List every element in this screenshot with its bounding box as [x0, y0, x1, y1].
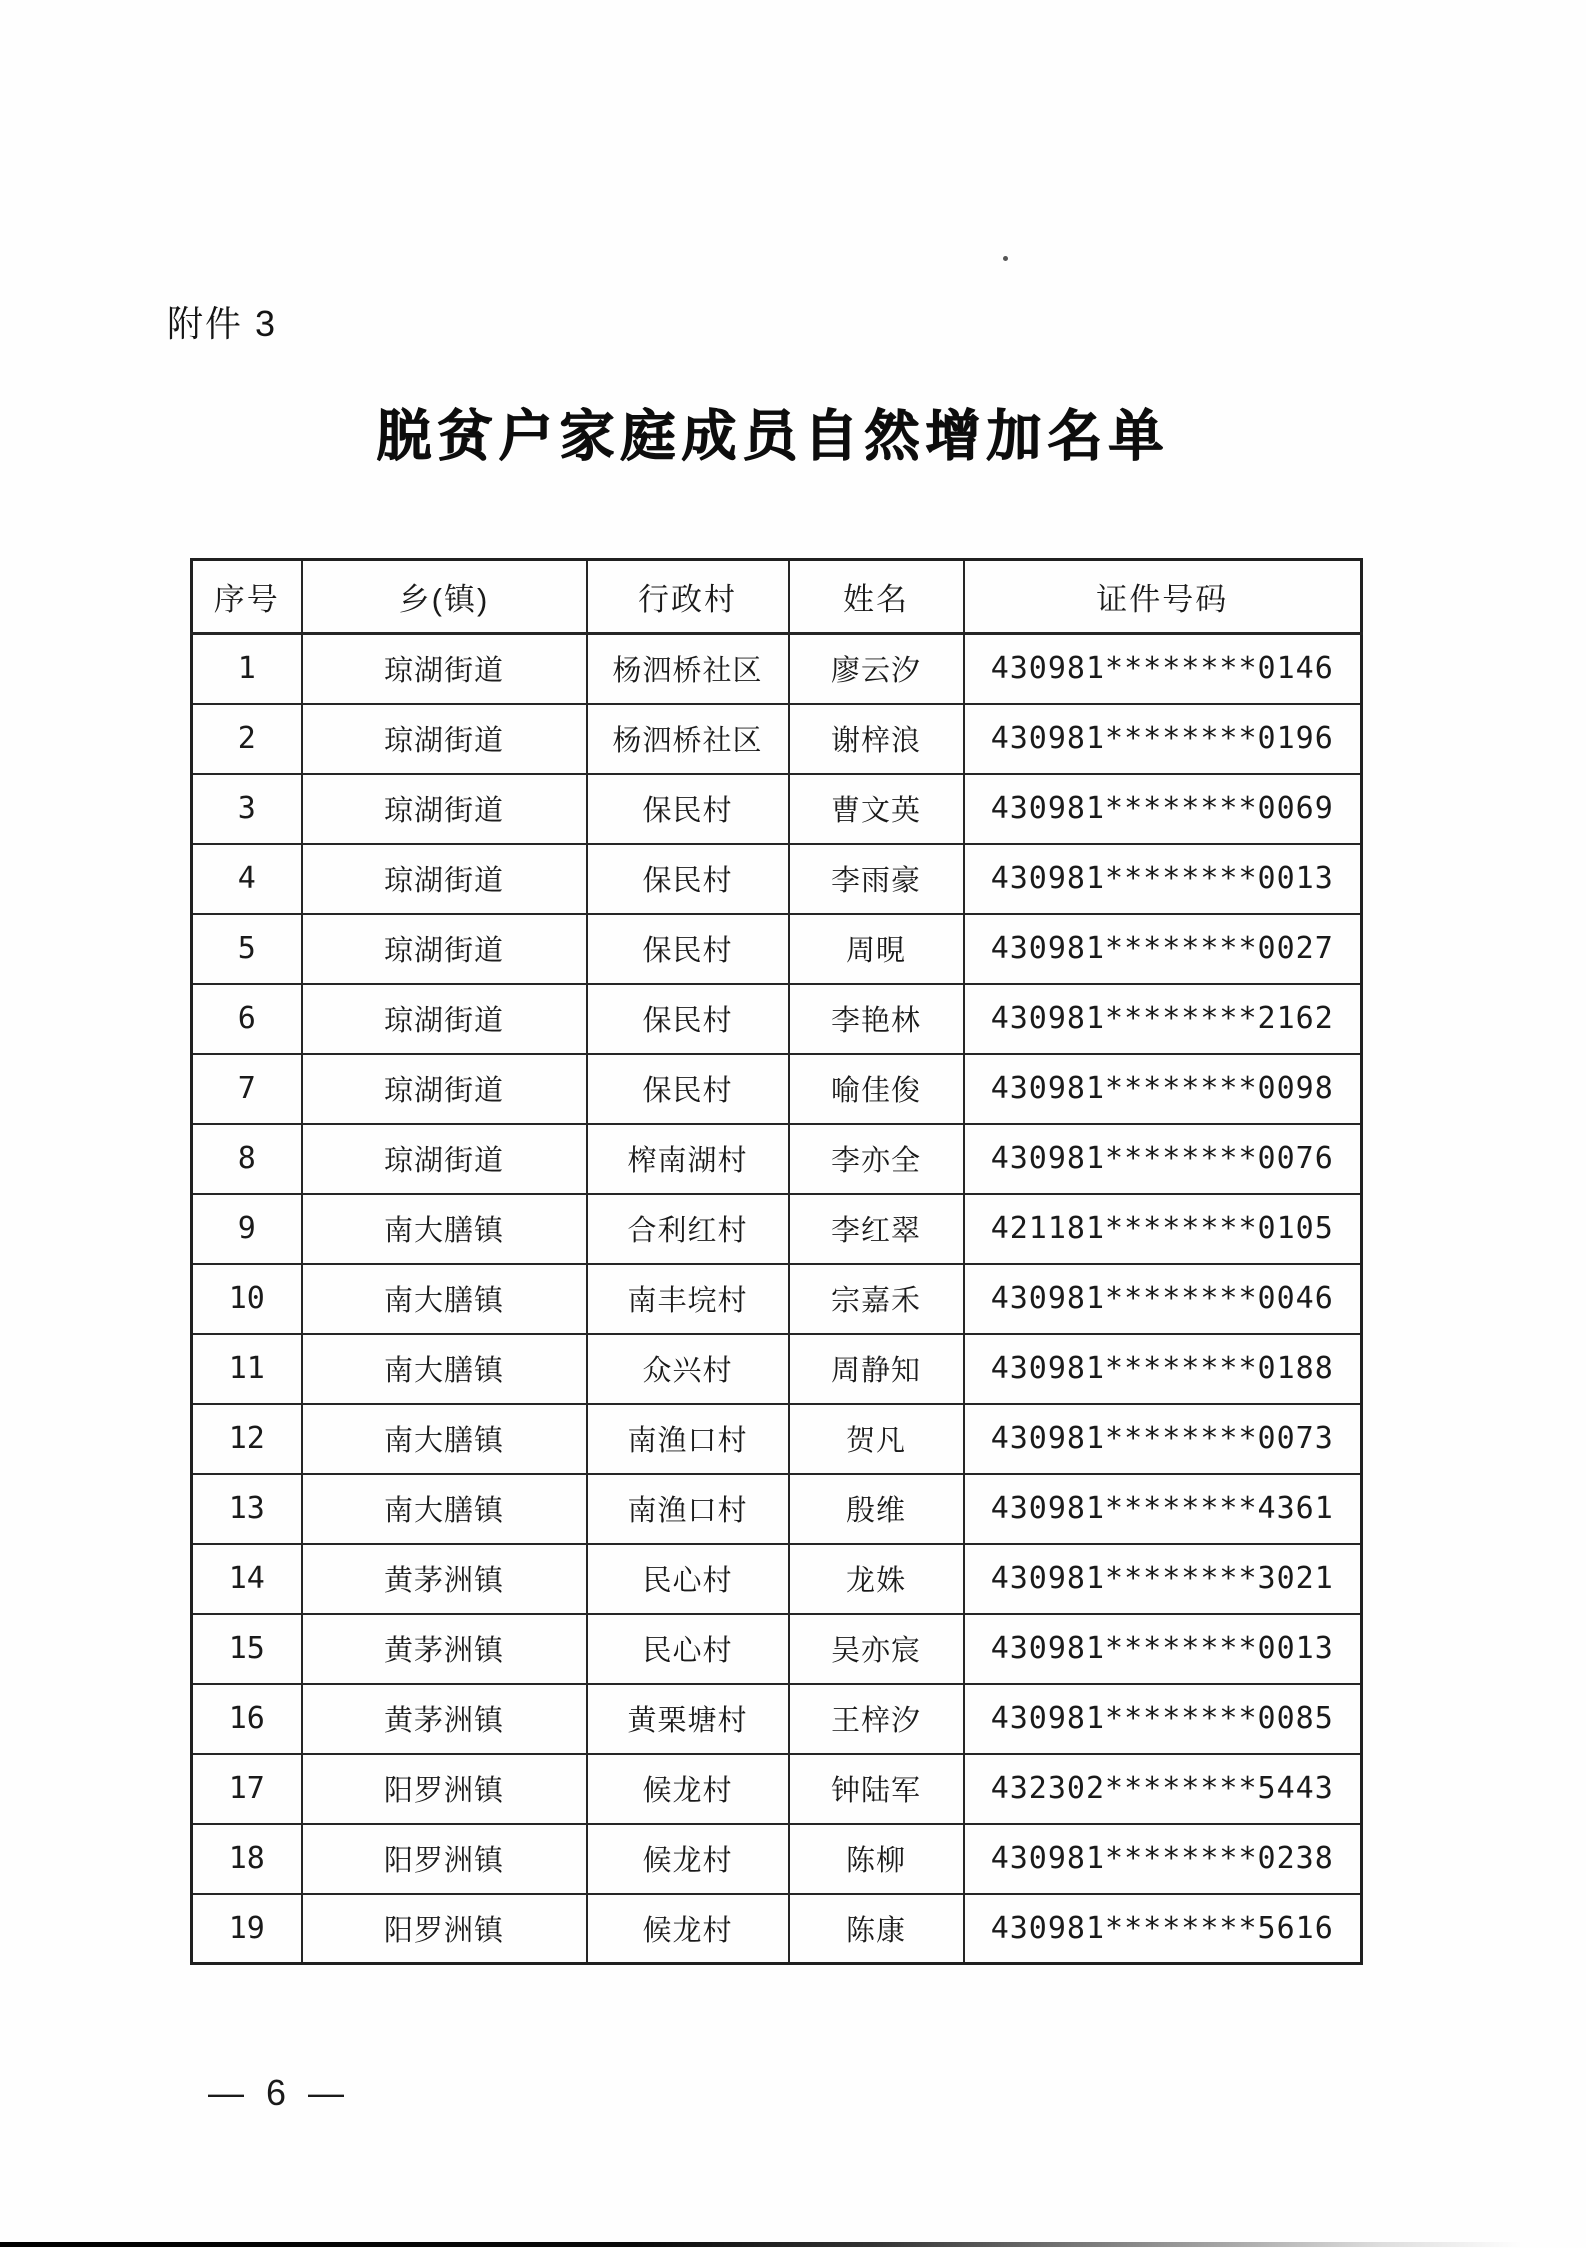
township-cell: 琼湖街道: [302, 634, 587, 704]
person-name-cell: 廖云汐: [789, 634, 964, 704]
township-cell: 南大膳镇: [302, 1404, 587, 1474]
table-row: [192, 1894, 1362, 1964]
township-cell: 黄茅洲镇: [302, 1684, 587, 1754]
person-name-cell: 陈康: [789, 1894, 964, 1964]
table-row: [192, 1194, 1362, 1264]
id-number-cell: 430981********0188: [964, 1334, 1362, 1404]
id-number-cell: 430981********0238: [964, 1824, 1362, 1894]
table-row: [192, 1824, 1362, 1894]
village-cell: 民心村: [587, 1544, 789, 1614]
id-number-cell: 432302********5443: [964, 1754, 1362, 1824]
person-name-cell: 曹文英: [789, 774, 964, 844]
township-cell: 黄茅洲镇: [302, 1544, 587, 1614]
header-id-number: 证件号码: [964, 560, 1362, 634]
table-row: [192, 1124, 1362, 1194]
person-name-cell: 谢梓浪: [789, 704, 964, 774]
id-number-cell: 430981********0073: [964, 1404, 1362, 1474]
township-cell: 南大膳镇: [302, 1264, 587, 1334]
village-cell: 民心村: [587, 1614, 789, 1684]
village-cell: 保民村: [587, 774, 789, 844]
person-name-cell: 殷维: [789, 1474, 964, 1544]
row-number-cell: 1: [192, 634, 302, 704]
id-number-cell: 430981********4361: [964, 1474, 1362, 1544]
village-cell: 南渔口村: [587, 1404, 789, 1474]
village-cell: 杨泗桥社区: [587, 634, 789, 704]
township-cell: 琼湖街道: [302, 774, 587, 844]
id-number-cell: 430981********0046: [964, 1264, 1362, 1334]
id-number-cell: 430981********2162: [964, 984, 1362, 1054]
table-header-row: [192, 560, 1362, 634]
header-row-number: 序号: [192, 560, 302, 634]
village-cell: 候龙村: [587, 1754, 789, 1824]
person-name-cell: 龙姝: [789, 1544, 964, 1614]
row-number-cell: 5: [192, 914, 302, 984]
township-cell: 阳罗洲镇: [302, 1824, 587, 1894]
row-number-cell: 15: [192, 1614, 302, 1684]
table-row: [192, 1334, 1362, 1404]
id-number-cell: 430981********0146: [964, 634, 1362, 704]
village-cell: 保民村: [587, 984, 789, 1054]
header-person-name: 姓名: [789, 560, 964, 634]
table-row: [192, 914, 1362, 984]
table-row: [192, 634, 1362, 704]
village-cell: 保民村: [587, 1054, 789, 1124]
row-number-cell: 16: [192, 1684, 302, 1754]
page-number: — 6 —: [208, 2072, 351, 2113]
village-cell: 众兴村: [587, 1334, 789, 1404]
row-number-cell: 6: [192, 984, 302, 1054]
table-row: [192, 1474, 1362, 1544]
village-cell: 南丰垸村: [587, 1264, 789, 1334]
person-name-cell: 李雨豪: [789, 844, 964, 914]
township-cell: 琼湖街道: [302, 704, 587, 774]
table-row: [192, 1404, 1362, 1474]
village-cell: 保民村: [587, 844, 789, 914]
table-body: [192, 634, 1362, 1964]
table-row: [192, 1614, 1362, 1684]
village-cell: 黄栗塘村: [587, 1684, 789, 1754]
village-cell: 杨泗桥社区: [587, 704, 789, 774]
row-number-cell: 11: [192, 1334, 302, 1404]
person-name-cell: 李红翠: [789, 1194, 964, 1264]
header-township: 乡(镇): [302, 560, 587, 634]
table-row: [192, 1264, 1362, 1334]
person-name-cell: 王梓汐: [789, 1684, 964, 1754]
person-name-cell: 宗嘉禾: [789, 1264, 964, 1334]
table-row: [192, 844, 1362, 914]
row-number-cell: 19: [192, 1894, 302, 1964]
row-number-cell: 9: [192, 1194, 302, 1264]
row-number-cell: 13: [192, 1474, 302, 1544]
village-cell: 南渔口村: [587, 1474, 789, 1544]
header-village: 行政村: [587, 560, 789, 634]
person-name-cell: 周晛: [789, 914, 964, 984]
page-title: 脱贫户家庭成员自然增加名单: [376, 406, 1170, 467]
id-number-cell: 421181********0105: [964, 1194, 1362, 1264]
row-number-cell: 7: [192, 1054, 302, 1124]
table-row: [192, 1544, 1362, 1614]
person-name-cell: 陈柳: [789, 1824, 964, 1894]
village-cell: 候龙村: [587, 1824, 789, 1894]
village-cell: 保民村: [587, 914, 789, 984]
table-row: [192, 774, 1362, 844]
attachment-label: 附件 3: [167, 303, 278, 344]
row-number-cell: 14: [192, 1544, 302, 1614]
table-header: [192, 560, 1362, 634]
person-name-cell: 李艳林: [789, 984, 964, 1054]
id-number-cell: 430981********0085: [964, 1684, 1362, 1754]
township-cell: 琼湖街道: [302, 984, 587, 1054]
village-cell: 榨南湖村: [587, 1124, 789, 1194]
id-number-cell: 430981********0196: [964, 704, 1362, 774]
table-row: [192, 1054, 1362, 1124]
id-number-cell: 430981********0076: [964, 1124, 1362, 1194]
roster-table: [190, 558, 1363, 1965]
row-number-cell: 12: [192, 1404, 302, 1474]
person-name-cell: 钟陆军: [789, 1754, 964, 1824]
id-number-cell: 430981********0027: [964, 914, 1362, 984]
village-cell: 合利红村: [587, 1194, 789, 1264]
person-name-cell: 喻佳俊: [789, 1054, 964, 1124]
row-number-cell: 8: [192, 1124, 302, 1194]
person-name-cell: 周静知: [789, 1334, 964, 1404]
id-number-cell: 430981********0013: [964, 1614, 1362, 1684]
row-number-cell: 10: [192, 1264, 302, 1334]
row-number-cell: 4: [192, 844, 302, 914]
township-cell: 黄茅洲镇: [302, 1614, 587, 1684]
township-cell: 琼湖街道: [302, 914, 587, 984]
scan-edge-artifact: [0, 2242, 1586, 2247]
row-number-cell: 3: [192, 774, 302, 844]
table-row: [192, 1684, 1362, 1754]
village-cell: 候龙村: [587, 1894, 789, 1964]
table-row: [192, 984, 1362, 1054]
person-name-cell: 贺凡: [789, 1404, 964, 1474]
table-row: [192, 1754, 1362, 1824]
township-cell: 阳罗洲镇: [302, 1754, 587, 1824]
township-cell: 南大膳镇: [302, 1474, 587, 1544]
table-row: [192, 704, 1362, 774]
person-name-cell: 吴亦宸: [789, 1614, 964, 1684]
township-cell: 琼湖街道: [302, 1054, 587, 1124]
row-number-cell: 18: [192, 1824, 302, 1894]
scan-speck: [1003, 256, 1008, 261]
row-number-cell: 2: [192, 704, 302, 774]
id-number-cell: 430981********0013: [964, 844, 1362, 914]
id-number-cell: 430981********0069: [964, 774, 1362, 844]
row-number-cell: 17: [192, 1754, 302, 1824]
id-number-cell: 430981********0098: [964, 1054, 1362, 1124]
township-cell: 阳罗洲镇: [302, 1894, 587, 1964]
person-name-cell: 李亦全: [789, 1124, 964, 1194]
township-cell: 南大膳镇: [302, 1194, 587, 1264]
id-number-cell: 430981********3021: [964, 1544, 1362, 1614]
township-cell: 琼湖街道: [302, 844, 587, 914]
township-cell: 琼湖街道: [302, 1124, 587, 1194]
township-cell: 南大膳镇: [302, 1334, 587, 1404]
id-number-cell: 430981********5616: [964, 1894, 1362, 1964]
